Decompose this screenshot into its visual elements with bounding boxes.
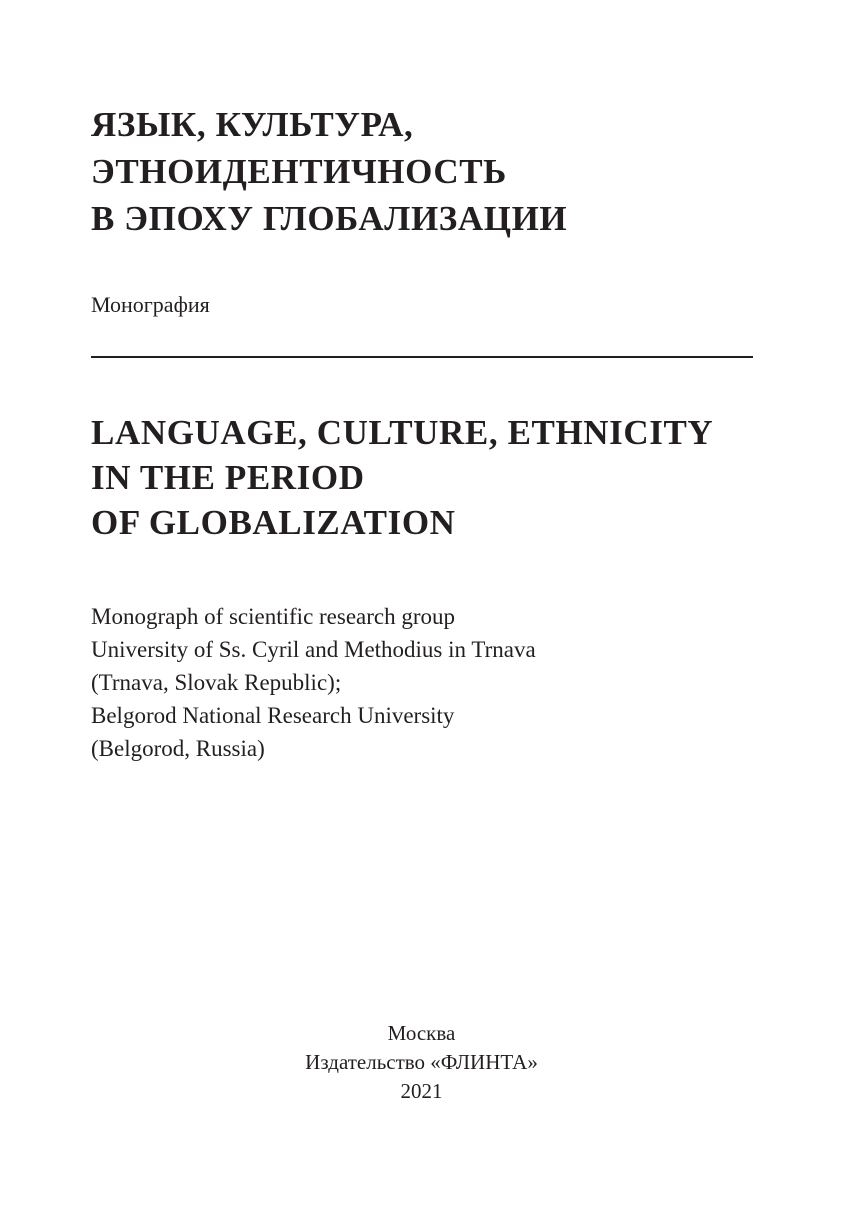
imprint xyxy=(0,1019,843,1106)
english-subtitle-line: (Belgorod, Russia) xyxy=(91,736,265,761)
imprint-publisher: Издательство «ФЛИНТА» xyxy=(305,1050,538,1074)
english-title-line: LANGUAGE, CULTURE, ETHNICITY xyxy=(91,413,714,452)
english-subtitle-line: Monograph of scientific research group xyxy=(91,604,456,629)
horizontal-divider xyxy=(91,356,753,358)
english-subtitle xyxy=(91,600,791,765)
russian-title-line: В ЭПОХУ ГЛОБАЛИЗАЦИИ xyxy=(91,199,568,238)
russian-title xyxy=(91,101,771,242)
english-title xyxy=(91,410,791,545)
english-subtitle-line: (Trnava, Slovak Republic); xyxy=(91,670,342,695)
english-subtitle-line: University of Ss. Cyril and Methodius in Trnava xyxy=(91,637,536,662)
russian-title-line: ЭТНОИДЕНТИЧНОСТЬ xyxy=(91,152,507,191)
russian-title-line: ЯЗЫК, КУЛЬТУРА, xyxy=(91,105,414,144)
english-title-line: IN THE PERIOD xyxy=(91,458,365,497)
english-title-line: OF GLOBALIZATION xyxy=(91,503,456,542)
imprint-year: 2021 xyxy=(400,1079,443,1103)
english-subtitle-line: Belgorod National Research University xyxy=(91,703,455,728)
imprint-city: Москва xyxy=(387,1021,456,1045)
russian-subtitle: Монография xyxy=(91,292,210,317)
